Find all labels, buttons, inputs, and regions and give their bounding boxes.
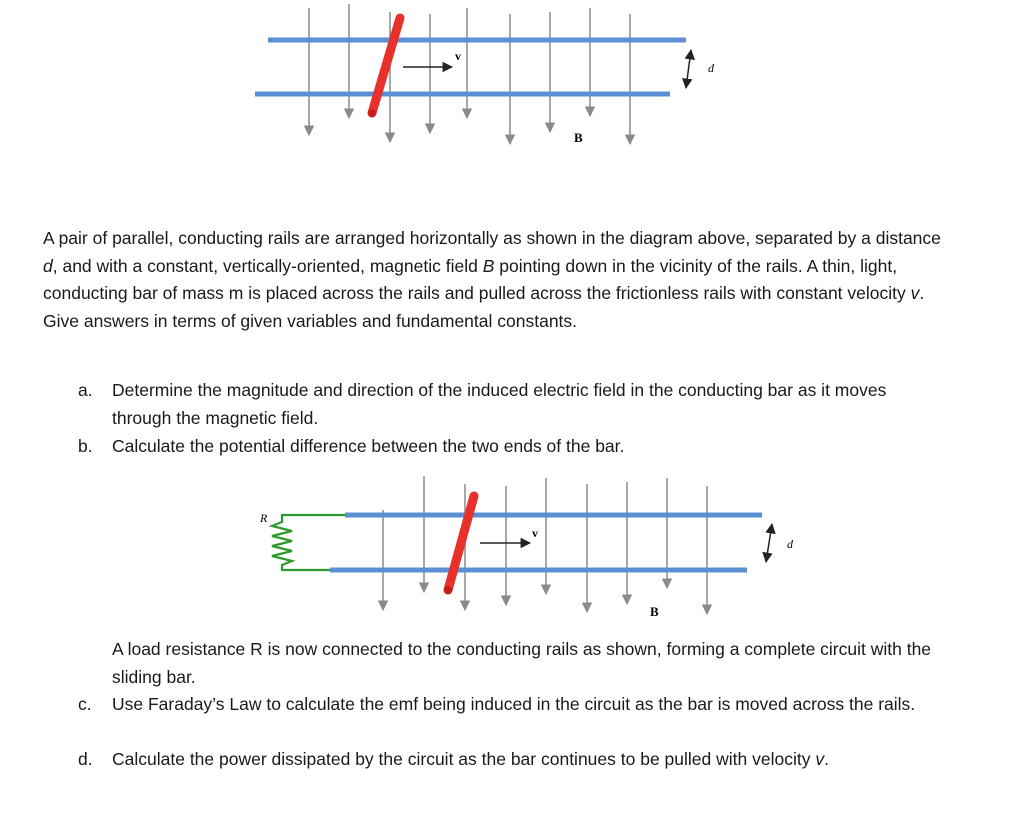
intro-text-1: A pair of parallel, conducting rails are arranged horizontally as shown in the diagram above, separated by a distance — [43, 228, 941, 248]
rails-diagram-1-svg — [0, 0, 1030, 165]
question-text: Determine the magnitude and direction of the induced electric field in the conducting bar as it moves through the magnetic field. — [112, 380, 887, 428]
question-letter: c. — [78, 694, 92, 714]
var-v: v — [910, 283, 920, 303]
separation-label: d — [708, 61, 714, 75]
intro-text-3: pointing down in the vicinity of the rails. A thin, light, conducting bar of mass m is placed across the rails and pulled across the frictionless rails with constant velocity — [43, 255, 911, 303]
load-resistance-text: A load resistance R is now connected to the conducting rails as shown, forming a complete circuit with the sliding bar. — [112, 639, 932, 687]
var-v: v — [815, 749, 825, 769]
bar-end-dot — [368, 109, 376, 117]
var-d: d — [43, 255, 53, 276]
field-label: B — [650, 604, 659, 619]
separation-label: d — [787, 537, 793, 551]
question-text: Use Faraday’s Law to calculate the emf being induced in the circuit as the bar is moved across the rails. — [112, 694, 916, 714]
question-letter: d. — [78, 749, 93, 769]
question-text: Calculate the power dissipated by the circuit as the bar continues to be pulled with velocity — [112, 749, 816, 769]
conducting-bar — [372, 18, 400, 113]
resistor — [272, 515, 345, 570]
separation-arrow — [686, 50, 691, 88]
question-letter: a. — [78, 380, 93, 400]
rails-diagram-1 — [0, 0, 1030, 165]
intro-text-2: , and with a constant, vertically-oriented, magnetic field — [52, 255, 483, 276]
bar-end-dot — [444, 586, 452, 594]
velocity-label: v — [532, 526, 538, 540]
magnetic-field-lines — [383, 476, 707, 614]
question-end: . — [824, 749, 829, 769]
question-letter: b. — [78, 436, 93, 456]
magnetic-field-lines — [309, 4, 630, 144]
field-label: B — [574, 130, 583, 145]
separation-arrow — [766, 524, 772, 562]
question-text: Calculate the potential difference between the two ends of the bar. — [112, 436, 625, 456]
question-body — [112, 746, 942, 774]
var-B: B — [482, 255, 495, 276]
conducting-bar — [448, 496, 474, 590]
rails-diagram-2-svg — [0, 470, 1030, 620]
problem-intro — [43, 225, 943, 335]
rails-diagram-2 — [0, 470, 1030, 620]
velocity-label: v — [455, 49, 461, 63]
intro-text-4: . Give answers in terms of given variables and fundamental constants. — [43, 283, 925, 331]
resistor-label: R — [260, 511, 268, 525]
